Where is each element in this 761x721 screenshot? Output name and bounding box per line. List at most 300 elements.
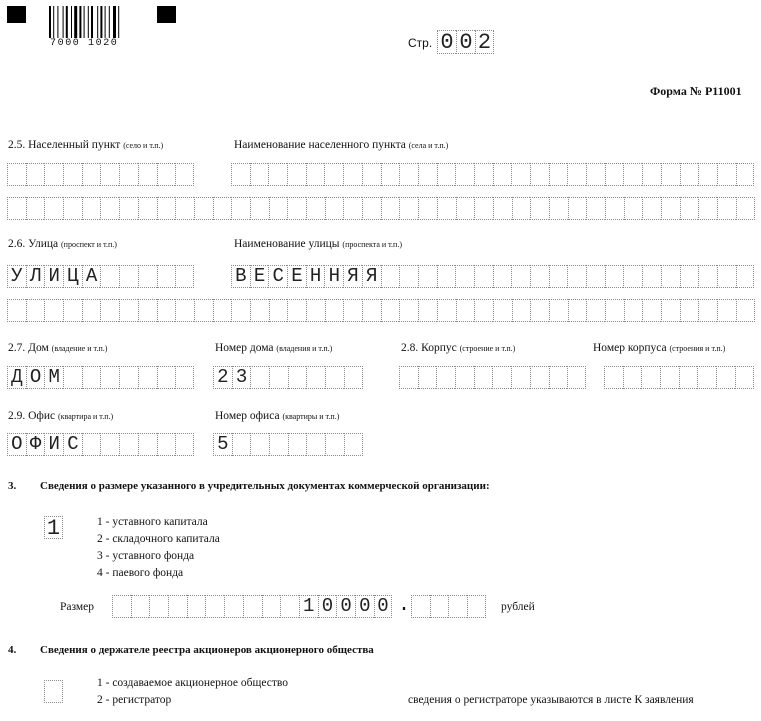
char-cell[interactable] [605, 265, 624, 288]
char-cell[interactable]: И [44, 265, 63, 288]
char-cell[interactable] [568, 299, 587, 322]
char-cell[interactable] [138, 265, 157, 288]
house-type-cells[interactable] [7, 366, 194, 389]
page-digit-cell[interactable]: 0 [437, 30, 456, 54]
char-cell[interactable] [44, 197, 63, 220]
char-cell[interactable] [325, 197, 344, 220]
char-cell[interactable] [467, 595, 486, 618]
char-cell[interactable] [680, 299, 699, 322]
char-cell[interactable] [82, 433, 101, 456]
char-cell[interactable] [736, 299, 755, 322]
page-digit-cell[interactable]: 0 [456, 30, 475, 54]
char-cell[interactable] [138, 163, 157, 186]
char-cell[interactable] [511, 265, 530, 288]
char-cell[interactable] [138, 197, 157, 220]
char-cell[interactable] [213, 299, 232, 322]
char-cell[interactable] [680, 163, 699, 186]
char-cell[interactable] [100, 197, 119, 220]
locality-label-note: (село и т.п.) [123, 141, 164, 150]
locality-type-cells[interactable] [7, 163, 194, 186]
char-cell[interactable] [280, 595, 299, 618]
char-cell[interactable] [288, 433, 307, 456]
char-cell[interactable] [661, 299, 680, 322]
street-name-label-text: Наименование улицы [234, 238, 340, 250]
char-cell[interactable] [26, 299, 45, 322]
char-cell[interactable] [642, 197, 661, 220]
char-cell[interactable] [512, 197, 531, 220]
char-cell[interactable] [698, 163, 717, 186]
char-cell[interactable] [157, 163, 176, 186]
char-cell[interactable]: О [26, 366, 45, 389]
char-cell[interactable] [511, 366, 530, 389]
char-cell[interactable] [205, 595, 224, 618]
char-cell[interactable] [437, 197, 456, 220]
char-cell[interactable] [63, 197, 82, 220]
char-cell[interactable] [418, 163, 437, 186]
house-label-text: 2.7. Дом [8, 342, 49, 354]
char-cell[interactable] [567, 366, 586, 389]
char-cell[interactable]: Н [306, 265, 325, 288]
house-number-label [215, 342, 332, 354]
char-cell[interactable] [7, 197, 26, 220]
char-cell[interactable] [474, 163, 493, 186]
char-cell[interactable] [138, 433, 157, 456]
office-number-cells[interactable] [213, 433, 363, 456]
char-cell[interactable] [455, 265, 474, 288]
char-cell[interactable] [44, 163, 63, 186]
street-label-text: 2.6. Улица [8, 238, 59, 250]
locality-label [8, 139, 163, 151]
char-cell[interactable] [530, 163, 549, 186]
char-cell[interactable] [131, 595, 150, 618]
char-cell[interactable] [149, 595, 168, 618]
char-cell[interactable] [474, 299, 493, 322]
char-cell[interactable] [112, 595, 131, 618]
char-cell[interactable] [437, 163, 456, 186]
char-cell[interactable] [549, 197, 568, 220]
char-cell[interactable]: 2 [213, 366, 232, 389]
char-cell[interactable]: Д [7, 366, 26, 389]
char-cell[interactable] [493, 265, 512, 288]
house-label [8, 342, 107, 354]
char-cell[interactable] [306, 197, 325, 220]
char-cell[interactable]: 0 [336, 595, 355, 618]
size-fraction-cells[interactable] [411, 595, 486, 618]
char-cell[interactable]: М [44, 366, 63, 389]
char-cell[interactable] [418, 265, 437, 288]
char-cell[interactable] [362, 197, 381, 220]
char-cell[interactable] [418, 299, 437, 322]
char-cell[interactable] [82, 197, 101, 220]
char-cell[interactable] [138, 299, 157, 322]
form-title: Форма № Р11001 [650, 84, 742, 98]
char-cell[interactable]: 0 [355, 595, 374, 618]
char-cell[interactable]: А [82, 265, 101, 288]
char-cell[interactable] [698, 299, 717, 322]
street-type-cells[interactable] [7, 265, 194, 288]
street-name-cells-row2[interactable] [7, 299, 755, 322]
locality-name-cells[interactable] [231, 163, 754, 186]
char-cell[interactable] [418, 197, 437, 220]
char-cell[interactable] [456, 299, 475, 322]
size-integer-cells[interactable] [112, 595, 392, 618]
char-cell[interactable] [549, 265, 568, 288]
char-cell[interactable] [344, 433, 363, 456]
char-cell[interactable] [381, 163, 400, 186]
char-cell[interactable]: И [44, 433, 63, 456]
char-cell[interactable] [549, 366, 568, 389]
capital-type-choice[interactable]: 1 [44, 516, 63, 539]
barcode-number: 7000 1020 [50, 38, 119, 49]
char-cell[interactable] [119, 265, 138, 288]
char-cell[interactable] [157, 265, 176, 288]
char-cell[interactable] [269, 433, 288, 456]
char-cell[interactable] [567, 265, 586, 288]
char-cell[interactable] [661, 265, 680, 288]
section3-title: Сведения о размере указанного в учредительных документах коммерческой организации: [40, 480, 490, 492]
char-cell[interactable] [324, 163, 343, 186]
capital-option-3: 3 - уставного фонда [97, 550, 195, 562]
char-cell[interactable]: Е [250, 265, 269, 288]
char-cell[interactable] [287, 299, 306, 322]
char-cell[interactable] [430, 595, 449, 618]
char-cell[interactable]: Я [362, 265, 381, 288]
char-cell[interactable] [641, 366, 660, 389]
char-cell[interactable] [63, 366, 82, 389]
section3-choice-cell [44, 516, 63, 539]
char-cell[interactable] [661, 197, 680, 220]
char-cell[interactable] [623, 163, 642, 186]
char-cell[interactable]: 1 [299, 595, 318, 618]
char-cell[interactable] [231, 197, 250, 220]
char-cell[interactable]: Н [324, 265, 343, 288]
char-cell[interactable] [138, 366, 157, 389]
char-cell[interactable] [262, 595, 281, 618]
street-name-label [234, 238, 402, 250]
section4-title: Сведения о держателе реестра акционеров акционерного общества [40, 644, 374, 656]
size-label: Размер [60, 601, 95, 613]
house-number-cells[interactable] [213, 366, 363, 389]
char-cell[interactable] [325, 366, 344, 389]
char-cell[interactable]: 3 [232, 366, 251, 389]
char-cell[interactable] [437, 299, 456, 322]
char-cell[interactable] [243, 595, 262, 618]
registry-option-2: 2 - регистратор [97, 694, 172, 706]
char-cell[interactable] [698, 265, 717, 288]
char-cell[interactable] [168, 595, 187, 618]
char-cell[interactable] [325, 299, 344, 322]
char-cell[interactable] [530, 366, 549, 389]
char-cell[interactable] [306, 366, 325, 389]
char-cell[interactable] [26, 163, 45, 186]
char-cell[interactable] [697, 366, 716, 389]
char-cell[interactable] [250, 197, 269, 220]
section4-number: 4. [8, 644, 17, 656]
section4-choice-cell [44, 680, 63, 703]
char-cell[interactable] [717, 163, 736, 186]
char-cell[interactable] [474, 265, 493, 288]
char-cell[interactable]: С [63, 433, 82, 456]
house-number-label-text: Номер дома [215, 342, 274, 354]
char-cell[interactable] [492, 366, 511, 389]
char-cell[interactable] [232, 433, 251, 456]
street-name-cells[interactable] [231, 265, 754, 288]
char-cell[interactable] [187, 595, 206, 618]
char-cell[interactable] [530, 265, 549, 288]
office-number-label [215, 410, 339, 422]
char-cell[interactable] [624, 299, 643, 322]
house-number-label-note: (владения и т.п.) [276, 344, 333, 353]
char-cell[interactable]: 0 [374, 595, 393, 618]
char-cell[interactable] [493, 197, 512, 220]
char-cell[interactable] [100, 366, 119, 389]
char-cell[interactable] [287, 197, 306, 220]
corner-marker-left [7, 6, 26, 23]
char-cell[interactable]: Ф [26, 433, 45, 456]
char-cell[interactable] [493, 163, 512, 186]
char-cell[interactable] [381, 197, 400, 220]
capital-option-1: 1 - уставного капитала [97, 516, 208, 528]
char-cell[interactable] [474, 366, 493, 389]
char-cell[interactable] [82, 163, 101, 186]
char-cell[interactable] [250, 299, 269, 322]
char-cell[interactable] [511, 163, 530, 186]
char-cell[interactable] [63, 299, 82, 322]
char-cell[interactable] [586, 265, 605, 288]
char-cell[interactable] [530, 197, 549, 220]
char-cell[interactable] [269, 197, 288, 220]
building-number-cells[interactable] [604, 366, 754, 389]
char-cell[interactable] [642, 163, 661, 186]
char-cell[interactable] [194, 299, 213, 322]
char-cell[interactable] [418, 366, 437, 389]
office-label [8, 410, 113, 422]
char-cell[interactable] [717, 299, 736, 322]
char-cell[interactable] [157, 299, 176, 322]
char-cell[interactable] [157, 366, 176, 389]
char-cell[interactable] [231, 299, 250, 322]
char-cell[interactable] [735, 366, 754, 389]
street-label-note: (проспект и т.п.) [61, 240, 117, 249]
char-cell[interactable] [224, 595, 243, 618]
char-cell[interactable]: С [268, 265, 287, 288]
char-cell[interactable]: Е [287, 265, 306, 288]
char-cell[interactable] [7, 163, 26, 186]
char-cell[interactable] [175, 197, 194, 220]
char-cell[interactable] [586, 299, 605, 322]
char-cell[interactable]: О [7, 433, 26, 456]
char-cell[interactable] [306, 163, 325, 186]
locality-name-label-text: Наименование населенного пункта [234, 139, 406, 151]
char-cell[interactable] [456, 197, 475, 220]
char-cell[interactable] [250, 366, 269, 389]
office-label-text: 2.9. Офис [8, 410, 56, 422]
char-cell[interactable] [474, 197, 493, 220]
char-cell[interactable]: Ц [63, 265, 82, 288]
char-cell[interactable] [175, 163, 194, 186]
char-cell[interactable] [586, 163, 605, 186]
char-cell[interactable] [119, 299, 138, 322]
char-cell[interactable] [549, 163, 568, 186]
section3-number: 3. [8, 480, 17, 492]
char-cell[interactable] [679, 366, 698, 389]
registry-note: сведения о регистраторе указываются в листе К заявления [408, 694, 694, 706]
locality-label-text: 2.5. Населенный пункт [8, 139, 121, 151]
char-cell[interactable] [175, 299, 194, 322]
char-cell[interactable] [100, 265, 119, 288]
char-cell[interactable] [26, 197, 45, 220]
building-number-label-note: (строения и т.п.) [669, 344, 726, 353]
char-cell[interactable] [717, 197, 736, 220]
char-cell[interactable] [306, 433, 325, 456]
char-cell[interactable] [381, 299, 400, 322]
char-cell[interactable] [717, 265, 736, 288]
char-cell[interactable] [411, 595, 430, 618]
char-cell[interactable] [175, 265, 194, 288]
char-cell[interactable] [287, 163, 306, 186]
char-cell[interactable] [623, 366, 642, 389]
char-cell[interactable] [455, 366, 474, 389]
building-number-label-text: Номер корпуса [593, 342, 667, 354]
char-cell[interactable] [288, 366, 307, 389]
char-cell[interactable] [269, 299, 288, 322]
office-number-label-note: (квартиры и т.п.) [282, 412, 340, 421]
char-cell[interactable] [7, 299, 26, 322]
char-cell[interactable]: В [231, 265, 250, 288]
char-cell[interactable] [381, 265, 400, 288]
currency-label: рублей [501, 601, 535, 613]
locality-name-cells-row2[interactable] [7, 197, 755, 220]
char-cell[interactable] [512, 299, 531, 322]
char-cell[interactable] [157, 197, 176, 220]
char-cell[interactable] [82, 366, 101, 389]
char-cell[interactable] [624, 197, 643, 220]
page-number-cells [437, 30, 494, 54]
char-cell[interactable] [493, 299, 512, 322]
char-cell[interactable] [399, 163, 418, 186]
building-label-note: (строение и т.п.) [459, 344, 516, 353]
char-cell[interactable]: У [7, 265, 26, 288]
char-cell[interactable] [567, 163, 586, 186]
office-number-label-text: Номер офиса [215, 410, 280, 422]
char-cell[interactable] [436, 366, 455, 389]
char-cell[interactable] [213, 197, 232, 220]
char-cell[interactable] [736, 265, 755, 288]
corner-marker-right [157, 6, 176, 23]
street-name-label-note: (проспекта и т.п.) [342, 240, 402, 249]
registry-holder-choice[interactable] [44, 680, 63, 703]
size-decimal-point: . [398, 594, 411, 617]
char-cell[interactable] [63, 163, 82, 186]
char-cell[interactable] [343, 163, 362, 186]
char-cell[interactable] [100, 299, 119, 322]
char-cell[interactable] [119, 197, 138, 220]
street-label [8, 238, 117, 250]
char-cell[interactable] [268, 163, 287, 186]
char-cell[interactable]: 5 [213, 433, 232, 456]
char-cell[interactable] [343, 299, 362, 322]
locality-name-label [234, 139, 448, 151]
char-cell[interactable] [82, 299, 101, 322]
char-cell[interactable] [549, 299, 568, 322]
char-cell[interactable] [250, 163, 269, 186]
char-cell[interactable] [399, 197, 418, 220]
building-label [401, 342, 515, 354]
page-digit-cell[interactable]: 2 [475, 30, 494, 54]
char-cell[interactable] [362, 163, 381, 186]
char-cell[interactable] [399, 366, 418, 389]
char-cell[interactable] [736, 197, 755, 220]
office-label-note: (квартира и т.п.) [58, 412, 114, 421]
char-cell[interactable] [661, 163, 680, 186]
char-cell[interactable] [269, 366, 288, 389]
char-cell[interactable] [623, 265, 642, 288]
char-cell[interactable] [325, 433, 344, 456]
char-cell[interactable] [736, 163, 755, 186]
building-type-cells[interactable] [399, 366, 586, 389]
char-cell[interactable] [362, 299, 381, 322]
char-cell[interactable] [660, 366, 679, 389]
char-cell[interactable] [344, 366, 363, 389]
char-cell[interactable] [306, 299, 325, 322]
char-cell[interactable] [194, 197, 213, 220]
char-cell[interactable] [231, 163, 250, 186]
char-cell[interactable] [250, 433, 269, 456]
barcode [49, 6, 139, 38]
char-cell[interactable] [119, 366, 138, 389]
char-cell[interactable] [568, 197, 587, 220]
char-cell[interactable] [175, 366, 194, 389]
char-cell[interactable] [175, 433, 194, 456]
char-cell[interactable] [680, 265, 699, 288]
char-cell[interactable] [157, 433, 176, 456]
char-cell[interactable] [680, 197, 699, 220]
house-label-note: (владение и т.п.) [51, 344, 108, 353]
char-cell[interactable] [605, 197, 624, 220]
char-cell[interactable] [119, 163, 138, 186]
char-cell[interactable] [604, 366, 623, 389]
char-cell[interactable] [586, 197, 605, 220]
char-cell[interactable] [437, 265, 456, 288]
building-label-text: 2.8. Корпус [401, 342, 457, 354]
char-cell[interactable] [605, 163, 624, 186]
page-label: Стр. [408, 36, 433, 50]
capital-option-2: 2 - складочного капитала [97, 533, 220, 545]
char-cell[interactable] [100, 433, 119, 456]
char-cell[interactable] [119, 433, 138, 456]
char-cell[interactable] [698, 197, 717, 220]
registry-option-1: 1 - создаваемое акционерное общество [97, 677, 288, 689]
char-cell[interactable] [605, 299, 624, 322]
char-cell[interactable] [399, 299, 418, 322]
office-type-cells[interactable] [7, 433, 194, 456]
char-cell[interactable] [343, 197, 362, 220]
capital-option-4: 4 - паевого фонда [97, 567, 184, 579]
building-number-label [593, 342, 725, 354]
char-cell[interactable] [455, 163, 474, 186]
char-cell[interactable] [448, 595, 467, 618]
char-cell[interactable] [399, 265, 418, 288]
char-cell[interactable] [716, 366, 735, 389]
char-cell[interactable] [44, 299, 63, 322]
char-cell[interactable] [642, 265, 661, 288]
char-cell[interactable]: 0 [318, 595, 337, 618]
char-cell[interactable] [642, 299, 661, 322]
char-cell[interactable] [100, 163, 119, 186]
char-cell[interactable]: Я [343, 265, 362, 288]
char-cell[interactable] [530, 299, 549, 322]
char-cell[interactable]: Л [26, 265, 45, 288]
